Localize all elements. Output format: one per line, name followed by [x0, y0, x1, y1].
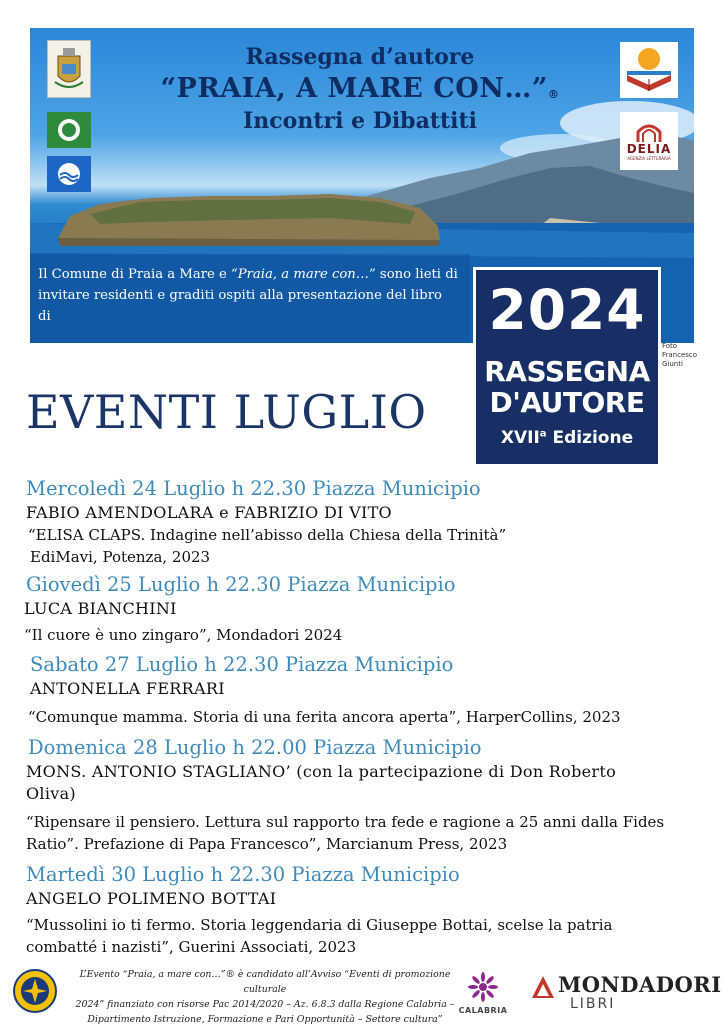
registered-mark: ®	[547, 88, 560, 101]
banner-title	[140, 42, 580, 136]
event-book-line: Ratio”. Prefazione di Papa Francesco”, Marcianum Press, 2023	[26, 835, 508, 853]
edition-box	[473, 267, 661, 467]
banner-title-line1: Rassegna d’autore	[245, 44, 475, 70]
event-book-line: EdiMavi, Potenza, 2023	[30, 548, 211, 566]
funding-notice	[70, 967, 460, 1024]
delia-logo-sub: AGENZIA LETTERARIA	[627, 155, 671, 161]
edition-number	[476, 428, 658, 448]
banner-title-line2	[140, 72, 580, 106]
book-logo-icon	[620, 42, 678, 98]
event-item	[0, 652, 724, 728]
delia-logo-text: DELIA	[626, 141, 672, 156]
funding-notice-line: 2024” finanziato con risorse Pac 2014/2020 – Az. 6.8.3 dalla Regione Calabria –	[75, 999, 455, 1010]
event-author: FABIO AMENDOLARA e FABRIZIO DI VITO	[26, 503, 392, 522]
photo-credit-line3: Giunti	[662, 360, 683, 368]
event-author: ANTONELLA FERRARI	[30, 679, 225, 698]
event-header: Martedì 30 Luglio h 22.30 Piazza Municipio	[26, 863, 460, 886]
event-book-line: “Ripensare il pensiero. Lettura sul rapporto tra fede e ragione a 25 anni dalla Fides	[26, 813, 665, 831]
calabria-flower-icon	[467, 972, 499, 1002]
blue-flag-icon	[47, 156, 91, 192]
event-item	[0, 862, 724, 958]
invitation-part2: sono lieti di invitare residenti e graditi ospiti alla presentazione del libro di	[38, 267, 458, 324]
invitation-text	[38, 264, 458, 327]
invitation-event-name: “Praia, a mare con…”	[231, 267, 376, 282]
event-header: Mercoledì 24 Luglio h 22.30 Piazza Municipio	[26, 477, 481, 500]
event-item	[0, 735, 724, 855]
calabria-logo-text: CALABRIA	[458, 1006, 508, 1015]
banner-title-text: “PRAIA, A MARE CON…”	[160, 73, 548, 104]
mondadori-logo-text: MONDADORI	[558, 972, 722, 997]
event-book-line: “ELISA CLAPS. Indagine nell’abisso della Chiesa della Trinità”	[28, 526, 507, 544]
edition-numeral: XVII	[500, 428, 540, 448]
funding-notice-line: Dipartimento Istruzione, Formazione e Pari Opportunità – Settore cultura”	[87, 1014, 443, 1024]
page-title: EVENTI LUGLIO	[26, 385, 427, 439]
event-author: Oliva)	[26, 784, 76, 803]
calabria-logo	[458, 972, 508, 1015]
photo-credit-line2: Francesco	[662, 351, 698, 359]
delia-arch-icon	[636, 122, 662, 142]
event-book-line: “Il cuore è uno zingaro”, Mondadori 2024	[24, 626, 343, 644]
edition-title-line1: RASSEGNA	[484, 355, 650, 388]
event-header: Domenica 28 Luglio h 22.00 Piazza Municipio	[28, 736, 482, 759]
funding-notice-line: L’Evento “Praia, a mare con…”® è candidato all’Avviso “Eventi di promozione culturale	[79, 969, 451, 995]
photo-credit	[662, 342, 712, 369]
edition-word: Edizione	[552, 428, 634, 448]
event-item	[0, 572, 724, 646]
edition-title	[476, 356, 658, 418]
event-header: Giovedì 25 Luglio h 22.30 Piazza Municipio	[26, 573, 456, 596]
event-header: Sabato 27 Luglio h 22.30 Piazza Municipio	[30, 653, 454, 676]
event-author: LUCA BIANCHINI	[24, 599, 177, 618]
green-flag-icon	[47, 112, 91, 148]
event-author: ANGELO POLIMENO BOTTAI	[26, 889, 277, 908]
edition-title-line2: D'AUTORE	[489, 386, 645, 419]
mondadori-logo-sub: LIBRI	[570, 996, 616, 1012]
delia-logo	[620, 112, 678, 170]
regional-seal-icon	[12, 968, 58, 1014]
banner-title-line3: Incontri e Dibattiti	[242, 108, 478, 134]
event-book-line: “Mussolini io ti fermo. Storia leggendaria di Giuseppe Bottai, scelse la patria	[26, 916, 613, 934]
photo-credit-line1: Foto	[662, 342, 678, 350]
event-author: MONS. ANTONIO STAGLIANO’ (con la partecipazione di Don Roberto	[26, 762, 617, 781]
edition-year: 2024	[488, 278, 646, 342]
event-book-line: combatté i nazisti”, Guerini Associati, 2023	[26, 938, 357, 956]
municipal-crest-icon	[47, 40, 91, 98]
invitation-part1: Il Comune di Praia a Mare e	[38, 267, 232, 282]
event-book-line: “Comunque mamma. Storia di una ferita ancora aperta”, HarperCollins, 2023	[28, 708, 621, 726]
event-item	[0, 476, 724, 568]
edition-superscript: a	[539, 428, 547, 440]
mondadori-rose-icon	[530, 974, 556, 1000]
